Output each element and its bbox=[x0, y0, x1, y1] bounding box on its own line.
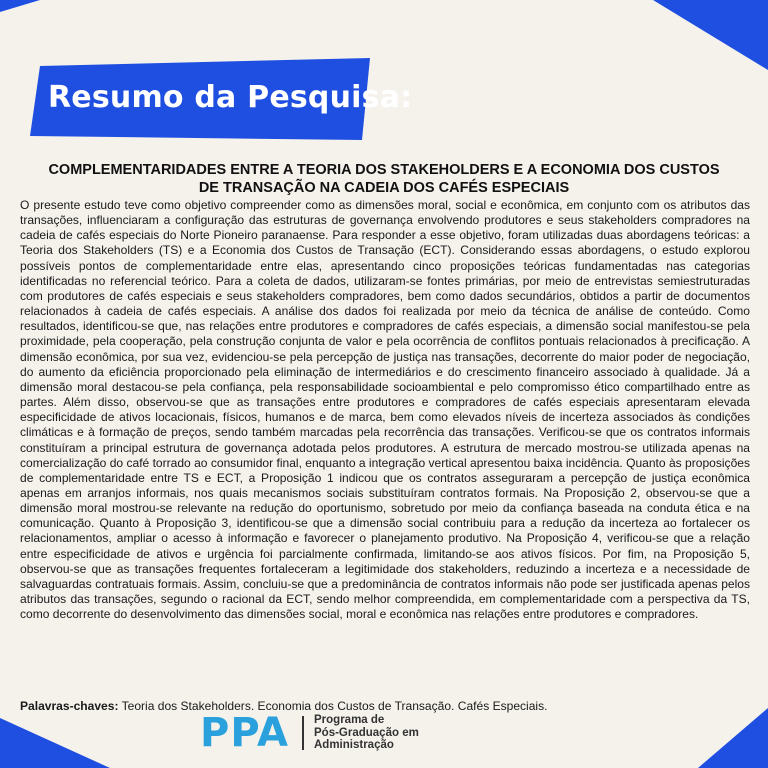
bottom-left-corner-decoration bbox=[0, 708, 110, 768]
abstract-text: O presente estudo teve como objetivo compreender como as dimensões moral, social e econômica, em conjunto com os atributos das transações, influenciaram a configuração das estruturas de governança envolvendo produtores e seus stakeholders compradores na cadeia de cafés especiais do Norte Pioneiro paranaense. Para responder a esse objetivo, foram utilizadas duas abordagens teóricas: a Teoria dos Stakeholders (TS) e a Economia dos Custos de Transação (ECT). Considerando essas abordagens, o estudo explorou possíveis pontos de complementaridade entre elas, apresentando cinco proposições teóricas fundamentadas nas categorias identificadas no referencial teórico. Para a coleta de dados, utilizaram-se fontes primárias, por meio de entrevistas semiestruturadas com produtores de cafés especiais e seus stakeholders compradores, bem como dados secundários, obtidos a partir de documentos relacionados à cadeia de cafés especiais. A análise dos dados foi realizada por meio da técnica de análise de conteúdo. Como resultados, identificou-se que, nas relações entre produtores e compradores de cafés especiais, a dimensão social manifestou-se pela proximidade, pela cooperação, pela construção conjunta de valor e pela ocorrência de conflitos pontuais relacionados à precificação. A dimensão econômica, por sua vez, evidenciou-se pela percepção de justiça nas transações, decorrente do maior poder de negociação, do aumento da eficiência proporcionado pela eliminação de intermediários e do crescimento financeiro associado à qualidade. Já a dimensão moral destacou-se pela confiança, pela responsabilidade socioambiental e pelo compromisso ético compartilhado entre as partes. Além disso, observou-se que as transações entre produtores e compradores de cafés especiais apresentaram elevada especificidade de ativos locacionais, físicos, humanos e de marca, bem como elevados níveis de incerteza associados às condições climáticas e à formação de preços, sendo também marcadas pela recorrência das transações. Verificou-se que os contratos informais constituíram a principal estrutura de governança adotada pelos produtores. A estrutura de mercado mostrou-se utilizada apenas na comercialização do café torrado ao consumidor final, enquanto a integração vertical apresentou baixa incidência. Quanto às proposições de complementaridade entre TS e ECT, a Proposição 1 indicou que os contratos asseguraram a percepção de justiça econômica apenas em arranjos informais, nos quais mecanismos sociais substituíram contratos formais. Na Proposição 2, observou-se que a dimensão moral mostrou-se relevante na redução do oportunismo, sobretudo por meio da confiança baseada na conduta ética e na comunicação. Quanto à Proposição 3, identificou-se que a dimensão social contribuiu para a redução da incerteza ao fortalecer os relacionamentos, ampliar o acesso à informação e favorecer o planejamento produtivo. Na Proposição 4, verificou-se que a relação entre especificidade de ativos e urgência foi parcialmente confirmada, limitando-se aos ativos físicos. Por fim, na Proposição 5, observou-se que as transações frequentes fortaleceram a legitimidade dos stakeholders, reduzindo a incerteza e a necessidade de salvaguardas contratuais formais. Assim, concluiu-se que a predominância de contratos informais não pode ser justificada apenas pelos atributos das transações, segundo o racional da ECT, sendo melhor compreendida, em complementaridade com a perspectiva da TS, como decorrente do desenvolvimento das dimensões social, moral e econômica nas relações entre produtores e compradores. bbox=[20, 198, 750, 622]
keywords-label: Palavras-chaves: bbox=[20, 699, 119, 713]
document-title-line-1: COMPLEMENTARIDADES ENTRE A TEORIA DOS STAKEHOLDERS E A ECONOMIA DOS CUSTOS bbox=[48, 162, 720, 178]
logo-program-name bbox=[314, 714, 419, 752]
top-left-corner-decoration bbox=[0, 0, 40, 14]
keywords-text: Teoria dos Stakeholders. Economia dos Custos de Transação. Cafés Especiais. bbox=[121, 699, 548, 713]
ppa-logo-mark: PPA bbox=[200, 710, 289, 756]
document-title bbox=[10, 161, 758, 197]
logo-divider bbox=[302, 716, 304, 750]
logo-line-2: Pós-Graduação em bbox=[314, 726, 419, 739]
logo-line-1: Programa de bbox=[314, 714, 385, 726]
keywords bbox=[20, 699, 750, 714]
document-title-line-2: DE TRANSAÇÃO NA CADEIA DOS CAFÉS ESPECIAIS bbox=[198, 180, 570, 196]
header-badge bbox=[30, 58, 413, 140]
bottom-right-corner-decoration bbox=[698, 708, 768, 768]
top-right-corner-decoration bbox=[568, 0, 768, 70]
header-title: Resumo da Pesquisa: bbox=[48, 80, 413, 115]
logo-line-3: Administração bbox=[314, 739, 394, 751]
